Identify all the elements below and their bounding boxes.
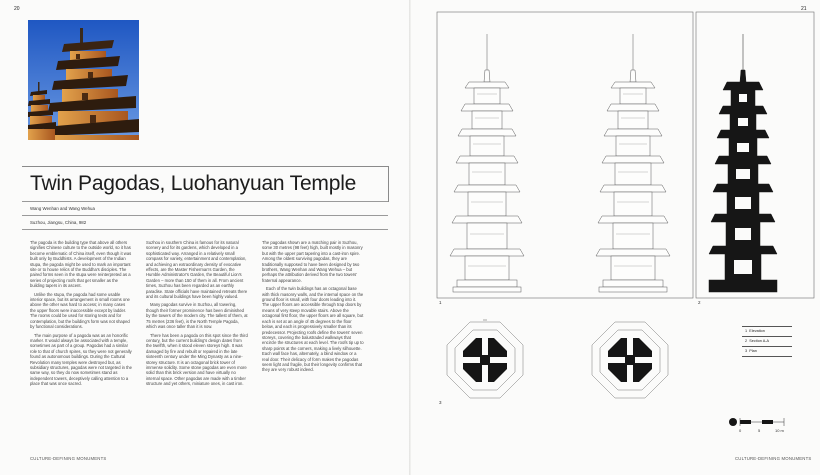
elevation-middle [596, 34, 670, 292]
page-title: Twin Pagodas, Luohanyuan Temple [30, 172, 357, 195]
figure-label-3: 3 [439, 400, 442, 405]
plan-drawings [440, 318, 690, 402]
rule [22, 215, 388, 216]
page-number-left: 20 [14, 6, 20, 12]
elevation-left [450, 34, 524, 292]
paragraph: The pagodas shown are a matching pair in Suzhou, some 30 metres (98 feet) high, built mostly in masonry but with the upper part tapering into a cast-iron spire. Among the oldest surviving pagodas, they are traditionally supposed to have been designed by two brothers, Wang Wenhan and Wang Wehua – but perhaps the attribution derived from the two towers' fraternal appearance. [262, 240, 363, 283]
paragraph: The pagoda is the building type that above all others signifies Chinese culture to the outside world, so it has become emblematic of China itself, even though it was built only by Buddhists. A development of the Indian stupa, the pagoda might be used to mark an important site or to house relics of the Buddha's disciples. The paired forms seen in the stupa were reinterpreted as a series of projecting roofs that get smaller as the building tapers in its ascent. [30, 240, 132, 289]
legend-item: 3 Plan [742, 346, 792, 357]
body-column-1 [30, 240, 132, 390]
paragraph: Many pagodas survive in Suzhou, all towering, though their former prominence has been diminished by the towers of the modern city. The tallest of them, at 75 metres (236 feet), is the North Temple Pagoda, which was once taller than it is now. [146, 302, 248, 330]
elevation-drawings [430, 10, 818, 310]
footer-left: CULTURE-DEFINING MONUMENTS [30, 456, 107, 461]
legend-item: 1 Elevation [742, 326, 792, 336]
architects: Wang Wenhan and Wang Wehua [30, 206, 95, 211]
svg-text:0: 0 [739, 428, 742, 433]
north-arrow-icon [729, 418, 737, 426]
body-column-3 [262, 240, 364, 376]
paragraph: There has been a pagoda on this spot since the third century, but the current building's design dates from the twelfth, when it stood eleven storeys high. It was damaged by fire and rebuilt or repaired in the late sixteenth century under the Ming Dynasty as a nine-storey structure. It is an octagonal brick tower of immense solidity. Some stone pagodas are even more solid than this brick version and have virtually no internal space. Other pagodas are made with a timber structure and yet others, miniature ones, in cast iron. [146, 332, 248, 387]
title-box [22, 166, 389, 202]
plan-right [592, 322, 668, 398]
footer-right: CULTURE-DEFINING MONUMENTS [735, 456, 812, 461]
paragraph: The main purpose of a pagoda was as an honorific marker. It would always be associated with a temple, sometimes as part of a group. Pagodas had a similar role to that of church spires, so they were not generally found as autonomous buildings. During the Cultural Revolution many temples were destroyed but, as subsidiary structures, pagodas were not targeted in the same way, so they do now sometimes stand as independent towers, deceptively calling attention to a place that was once sacred. [30, 332, 132, 387]
paragraph: Unlike the stupa, the pagoda had some usable interior space, but its arrangement in small rooms one above the other was hard to access; in many cases the upper floors were inaccessible except by ladder. The rooms could be used for storing texts and for contemplation, but the building's form was not shaped by functional considerations. [30, 291, 130, 330]
page-number-right: 21 [801, 6, 807, 12]
rule [22, 201, 388, 202]
section-dark [709, 34, 777, 292]
rule [22, 229, 388, 230]
svg-text:10 m: 10 m [775, 428, 784, 433]
paragraph: Each of the twin buildings has an octagonal base with thick masonry walls, and the internal space on the ground floor is small, with four doors leading into it. The upper floors are accessible through trap doors by means of very steep movable stairs. Above the octagonal first floor, the upper floors are all square, but each is set at an angle of 45 degrees to the floor below, and each is progressively smaller than its predecessor. Projecting roofs define the towers' seven storeys, covering the balustraded walkways that encircle the structures at each level. The roofs tip up to sharp points at the corners, making a lively silhouette. Each wall face has, alternately, a blind window or a real door. Their delicacy of form makes the pagodas seem light and fragile, but their longevity confirms that they are very robust indeed. [262, 286, 364, 373]
svg-text:5: 5 [758, 428, 761, 433]
scale-bar [728, 414, 788, 436]
legend-item: 2 Section A-A [742, 336, 792, 346]
paragraph: Suzhou in southern China is famous for its natural scenery and for its gardens, which developed in a sophisticated way. Arranged in a relatively small compass for variety, entertainment and contemplation, and achieving an extraordinary density of evocative effects, are the Master Fisherman's Garden, the Humble Administrator's Garden, the Beautiful Lion's Garden – more than 150 of them in all. From ancient times, Suzhou has been regarded as an earthly paradise. State officials have maintained retreats there and its cultural buildings have been highly valued. [146, 240, 248, 300]
book-gutter [409, 0, 411, 475]
pagoda-photo [28, 20, 139, 140]
plan-left [447, 320, 523, 398]
drawing-legend [742, 326, 792, 357]
body-column-2 [146, 240, 248, 390]
figure-label-1: 1 [439, 300, 442, 305]
location: Suzhou, Jiangsu, China, 982 [30, 220, 87, 225]
figure-label-2: 2 [698, 300, 701, 305]
